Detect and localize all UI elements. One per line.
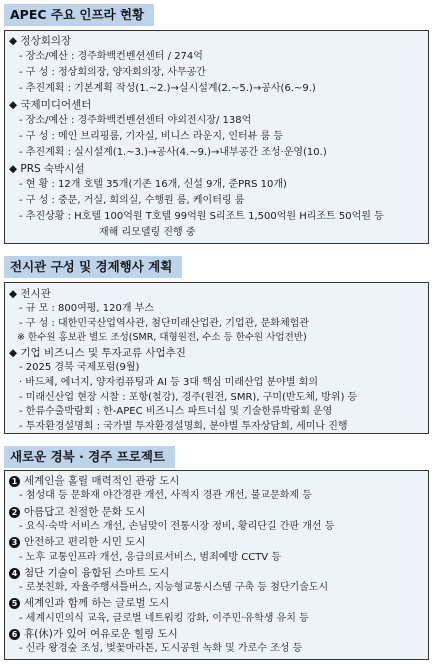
line-text: - 세계시민의식 교육, 글로벌 네트워킹 강화, 이주민·유학생 유치 등: [19, 612, 309, 624]
line-text: 휴(休)가 있어 여유로운 힐링 도시: [24, 628, 178, 640]
project-item: [19, 581, 328, 595]
exhibit-heading: [9, 346, 186, 360]
number-badge-icon: 5: [9, 598, 20, 609]
infra-item: [19, 50, 203, 64]
exhibit-item: [19, 420, 348, 434]
project-numbered-heading: [9, 474, 179, 488]
infra-item: [19, 66, 206, 80]
line-text: - 추진계획 : 기본계획 작성(1.~2.)→실시설계(2.~5.)→공사(6.~9.): [19, 83, 316, 94]
line-text: - 투자환경설명회 : 국가별 투자환경설명회, 분야별 투자상담회, 세미나 진행: [19, 421, 348, 433]
infra-item: [19, 82, 316, 96]
exhibit-item: [19, 405, 332, 419]
line-text: · 바드체, 에너지, 양자컴퓨팅과 AI 등 3대 핵심 미래산업 분야별 회의: [19, 376, 318, 388]
project-numbered-heading: [9, 566, 169, 580]
line-text: - 구 성 : 대한민국산업역사관, 첨단미래산업관, 기업관, 문화체험관: [19, 317, 309, 329]
project-numbered-heading: [9, 535, 146, 549]
infra-heading: [9, 34, 71, 48]
line-text: - 신라 왕경숲 조성, 벚꽃마라톤, 도시공원 녹화 및 가로수 조성 등: [19, 643, 303, 655]
exhibit-item: [19, 361, 139, 375]
line-text: ※ 한수원 홍보관 별도 조성(SMR, 대형원전, 수소 등 한수원 사업전반): [17, 332, 307, 344]
line-text: 첨단 기술이 융합된 스마트 도시: [24, 566, 170, 579]
exhibit-item: [19, 376, 318, 390]
number-badge-icon: 1: [9, 476, 20, 487]
line-text: - 현 황 : 12개 호텔 35개(기존 16개, 신설 9개, 준PRS 10개): [19, 179, 287, 190]
infra-heading: [9, 98, 91, 112]
line-text: - 장소/예산 : 경주화백컨벤션센터 야외전시장/ 138억: [19, 115, 252, 126]
line-text: - 구 성 : 중문, 거실, 회의실, 수행원 룸, 케이터링 룸: [19, 195, 245, 206]
infra-item: [19, 114, 251, 128]
section-title-apec-infra: APEC 주요 인프라 현황: [4, 4, 154, 26]
line-text: 안전하고 편리한 시민 도시: [24, 536, 146, 549]
line-text: - 장소/예산 : 경주화백컨벤션센터 / 274억: [19, 51, 203, 62]
line-text: - 노후 교통인프라 개선, 응급의료서비스, 범죄예방 CCTV 등: [19, 551, 281, 563]
section-title-new-project: 새로운 경북 · 경주 프로젝트: [4, 446, 175, 468]
line-text: - 미래신산업 현장 시찰 : 포항(철강), 경주(원전, SMR), 구미(반도체, 방위) 등: [19, 391, 358, 403]
line-text: - 추진상황 : H호텔 100억원 T호텔 99억원 S리조트 1,500억원 H리조트 50억원 등: [19, 211, 384, 222]
infra-heading: [9, 162, 85, 176]
line-text: - 요식·숙박 서비스 개선, 손님맞이 전통시장 정비, 황리단길 간판 개선 등: [19, 520, 335, 532]
project-item: [19, 551, 281, 565]
number-badge-icon: 4: [9, 568, 20, 579]
exhibition-box: [4, 282, 429, 434]
line-text: - 추진계획 : 실시설계(1.~3.)→공사(4.~9.)→내부공간 조성·운영(10.): [19, 147, 327, 158]
line-text: ◆ 정상회의장: [9, 35, 72, 47]
apec-infra-box: [4, 30, 429, 244]
section-title-exhibition: 전시관 구성 및 경제행사 계획: [4, 256, 182, 278]
exhibit-heading: [9, 287, 51, 301]
line-text: ◆ PRS 숙박시설: [9, 163, 85, 175]
infra-item: [19, 210, 384, 224]
number-badge-icon: 3: [9, 537, 20, 548]
line-text: 세계인을 홀릴 매력적인 관광 도시: [24, 475, 180, 487]
line-text: - 2025 경북 국제포럼(9월): [19, 362, 140, 373]
exhibit-item: [19, 302, 154, 316]
exhibit-note: [17, 331, 307, 345]
project-item: [19, 642, 302, 656]
infra-item: [19, 130, 283, 144]
line-text: - 규 모 : 800여평, 120개 부스: [19, 302, 155, 314]
infra-item: [99, 226, 195, 240]
project-numbered-heading: [9, 505, 146, 519]
infra-item: [19, 146, 327, 160]
project-numbered-heading: [9, 596, 169, 610]
line-text: - 구 성 : 메인 브리핑룸, 기자실, 비니스 라운지, 인터뷰 룸 등: [19, 131, 283, 142]
line-text: ◆ 전시관: [9, 288, 51, 300]
line-text: - 첨성대 등 문화재 야간경관 개선, 사적지 경관 개선, 불교문화제 등: [19, 490, 312, 502]
number-badge-icon: 6: [9, 629, 20, 640]
exhibit-item: [19, 391, 357, 405]
number-badge-icon: 2: [9, 507, 20, 518]
line-text: ◆ 국제미디어센터: [9, 99, 92, 111]
line-text: - 로봇친화, 자율주행셔틀버스, 지능형교통시스템 구축 등 첨단기술도시: [19, 582, 329, 594]
project-numbered-heading: [9, 627, 178, 641]
line-text: 아름답고 친절한 문화 도시: [24, 505, 146, 518]
infra-item: [19, 194, 244, 208]
line-text: - 구 성 : 정상회의장, 양자회의장, 사무공간: [19, 67, 206, 78]
project-item: [19, 489, 312, 503]
line-text: 재해 리모델링 진행 중: [99, 227, 196, 238]
project-item: [19, 612, 309, 626]
line-text: 세계인과 함께 하는 글로벌 도시: [24, 597, 170, 610]
project-item: [19, 520, 334, 534]
exhibit-item: [19, 317, 309, 331]
infra-item: [19, 178, 287, 192]
line-text: ◆ 기업 비즈니스 및 투자교류 사업추진: [9, 347, 186, 360]
project-box: [4, 470, 429, 660]
line-text: - 한류수출박람회 : 한-APEC 비즈니스 파트너십 및 기술한류박람회 운영: [19, 406, 333, 418]
